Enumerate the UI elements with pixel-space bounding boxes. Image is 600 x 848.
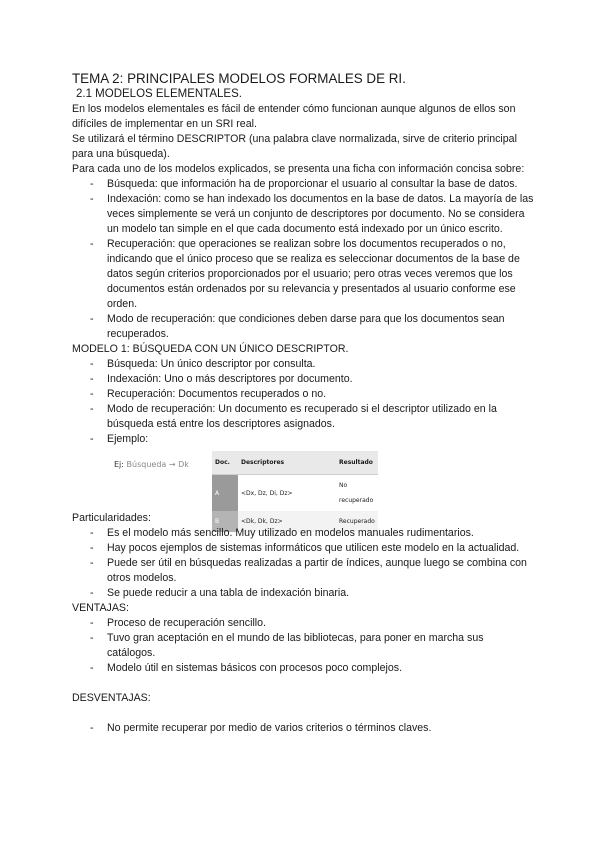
spacer: [72, 706, 534, 721]
example-query-label: Ej:: [114, 460, 124, 469]
column-header: Doc.: [212, 451, 238, 475]
list-item: - Tuvo gran aceptación en el mundo de las bibliotecas, para poner en marcha sus catálogos.: [90, 631, 534, 661]
intro-paragraph-3: Para cada uno de los modelos explicados, se presenta una ficha con información concisa sobre:: [72, 163, 525, 175]
table-cell: B: [212, 511, 238, 532]
example-query: [114, 457, 189, 472]
example-figure: [114, 451, 378, 525]
example-query-text: Búsqueda → Dk: [126, 460, 189, 469]
table-cell: A: [212, 475, 238, 512]
list-item: - Proceso de recuperación sencillo.: [90, 616, 534, 631]
ventajas-list: [72, 616, 534, 676]
list-item: - Modelo útil en sistemas básicos con procesos poco complejos.: [90, 661, 534, 676]
model1-list: [72, 357, 534, 447]
list-item: - Búsqueda: que información ha de proporcionar el usuario al consultar la base de datos.: [90, 177, 534, 192]
desventajas-heading: DESVENTAJAS:: [72, 692, 151, 704]
list-item: - Indexación: como se han indexado los documentos en la base de datos. La mayoría de las veces simplemente se verá un conjunto de descriptores por documento. No se considera un modelo tan simple en el que cada documento está indexado por un único escrito.: [90, 192, 534, 237]
section-title: 2.1 MODELOS ELEMENTALES.: [76, 88, 242, 100]
example-table-header: [212, 451, 378, 475]
list-item: - Modo de recuperación: Un documento es recuperado si el descriptor utilizado en la búsqueda está entre los descriptores asignados.: [90, 402, 534, 432]
table-cell: <Dx, Dz, Di, Dz>: [241, 489, 293, 497]
spacer: [72, 676, 534, 691]
document-body: [72, 70, 534, 736]
list-item: - Ejemplo:: [90, 432, 534, 447]
list-item: - Hay pocos ejemplos de sistemas informáticos que utilicen este modelo en la actualidad.: [90, 541, 534, 556]
intro-paragraph-1: En los modelos elementales es fácil de entender cómo funcionan aunque algunos de ellos son difíciles de implementar en un SRI real.: [72, 103, 516, 130]
table-cell: Recuperado: [336, 511, 378, 532]
ficha-list: [72, 177, 534, 342]
example-table: [212, 451, 378, 532]
desventajas-list: [72, 721, 534, 736]
table-cell: <Dk, Dk, Dz>: [238, 511, 336, 532]
list-item: - Búsqueda: Un único descriptor por consulta.: [90, 357, 534, 372]
model1-heading: MODELO 1: BÚSQUEDA CON UN ÚNICO DESCRIPTOR.: [72, 343, 349, 355]
table-row: [212, 475, 378, 512]
table-cell: No recuperado: [339, 482, 374, 504]
list-item: - Indexación: Uno o más descriptores por documento.: [90, 372, 534, 387]
particularidades-list: [72, 526, 534, 601]
ventajas-heading: VENTAJAS:: [72, 602, 129, 614]
list-item: - Se puede reducir a una tabla de indexación binaria.: [90, 586, 534, 601]
column-header: Resultado: [336, 451, 378, 475]
list-item: - No permite recuperar por medio de varios criterios o términos claves.: [90, 721, 534, 736]
list-item: - Es el modelo más sencillo. Muy utilizado en modelos manuales rudimentarios.: [90, 526, 534, 541]
list-item: - Puede ser útil en búsquedas realizadas a partir de índices, aunque luego se combina con otros modelos.: [90, 556, 534, 586]
list-item: - Recuperación: que operaciones se realizan sobre los documentos recuperados o no, indicando que el único proceso que se realiza es seleccionar documentos de la base de datos según criterios proporcionados por el usuario; pero otras veces veremos que los documentos están ordenados por su relevancia y presentados al usuario conforme ese orden.: [90, 237, 534, 312]
list-item: - Modo de recuperación: que condiciones deben darse para que los documentos sean recuperados.: [90, 312, 534, 342]
page-title: TEMA 2: PRINCIPALES MODELOS FORMALES DE RI.: [72, 71, 406, 86]
particularidades-heading: Particularidades:: [72, 512, 151, 524]
intro-paragraph-2: Se utilizará el término DESCRIPTOR (una palabra clave normalizada, sirve de criterio principal para una búsqueda).: [72, 133, 517, 160]
list-item: - Recuperación: Documentos recuperados o no.: [90, 387, 534, 402]
column-header: Descriptores: [238, 451, 336, 475]
